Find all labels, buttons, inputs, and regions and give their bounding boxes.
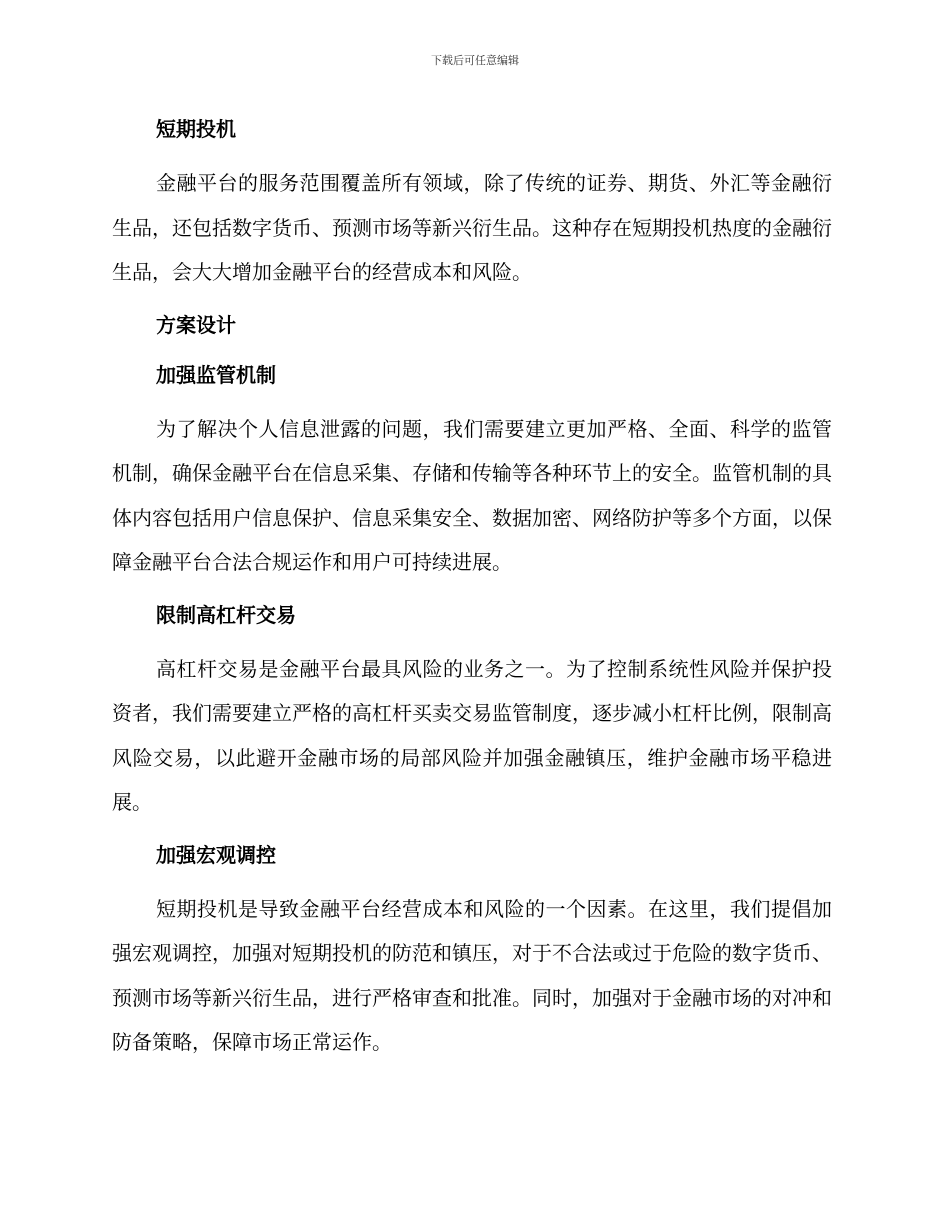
- section-heading: 限制高杠杆交易: [156, 602, 296, 627]
- section-paragraph: 高杠杆交易是金融平台最具风险的业务之一。为了控制系统性风险并保护投资者，我们需要建立严格的高杠杆买卖交易监管制度，逐步减小杠杆比例，限制高风险交易，以此避开金融市场的局部风险并加强金融镇压，维护金融市场平稳进展。: [112, 656, 832, 814]
- section-paragraph: 金融平台的服务范围覆盖所有领域，除了传统的证券、期货、外汇等金融衍生品，还包括数字货币、预测市场等新兴衍生品。这种存在短期投机热度的金融衍生品，会大大增加金融平台的经营成本和风险。: [112, 171, 832, 284]
- section-heading: 加强宏观调控: [156, 842, 276, 867]
- document-body: [112, 111, 832, 1065]
- section-heading: 短期投机: [156, 117, 236, 141]
- section-heading: 方案设计: [156, 312, 236, 337]
- section-paragraph: 为了解决个人信息泄露的问题，我们需要建立更加严格、全面、科学的监管机制，确保金融平台在信息采集、存储和传输等各种环节上的安全。监管机制的具体内容包括用户信息保护、信息采集安全、数据加密、网络防护等多个方面，以保障金融平台合法合规运作和用户可持续进展。: [112, 416, 832, 574]
- section-paragraph: 短期投机是导致金融平台经营成本和风险的一个因素。在这里，我们提倡加强宏观调控，加强对短期投机的防范和镇压，对于不合法或过于危险的数字货币、预测市场等新兴衍生品，进行严格审查和批准。同时，加强对于金融市场的对冲和防备策略，保障市场正常运作。: [112, 896, 832, 1054]
- section-heading: 加强监管机制: [156, 362, 276, 387]
- page-header-note: 下载后可任意编辑: [431, 54, 519, 67]
